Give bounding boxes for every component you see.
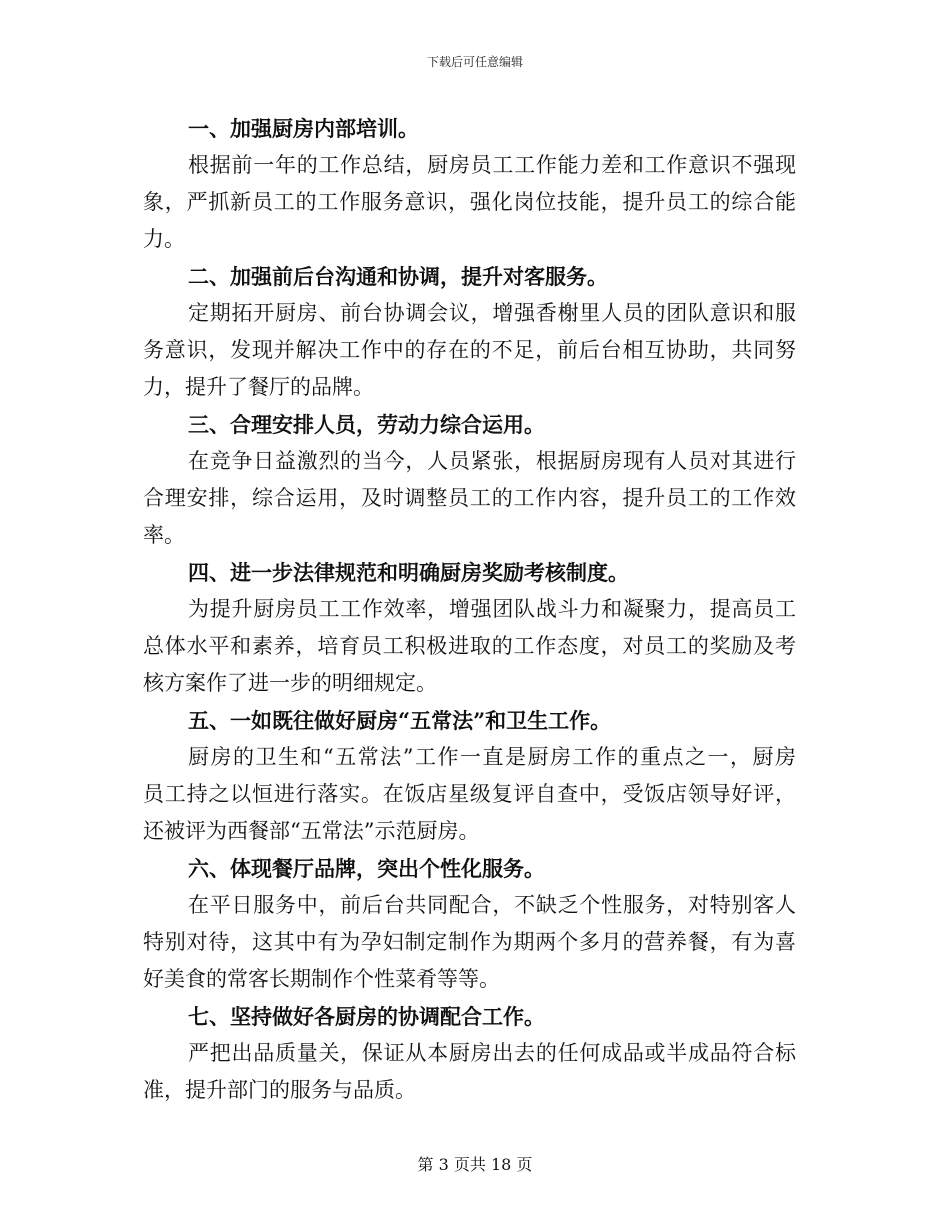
section-4 <box>143 554 796 702</box>
paragraph-line: 合理安排，综合运用，及时调整员工的工作内容，提升员工的工作效 <box>143 486 796 510</box>
paragraph-line: 还被评为西餐部“五常法”示范厨房。 <box>143 819 480 843</box>
paragraph-line: 总体水平和素养，培育员工积极进取的工作态度，对员工的奖励及考 <box>143 634 796 658</box>
section-6 <box>143 850 796 998</box>
paragraph-line: 为提升厨房员工工作效率，增强团队战斗力和凝聚力，提高员工 <box>188 597 796 621</box>
paragraph-line: 在平日服务中，前后台共同配合，不缺乏个性服务，对特别客人 <box>188 893 796 917</box>
section-1 <box>143 110 796 258</box>
paragraph-line: 好美食的常客长期制作个性菜肴等等。 <box>143 967 500 991</box>
section-3 <box>143 406 796 554</box>
paragraph-line: 在竞争日益激烈的当今，人员紧张，根据厨房现有人员对其进行 <box>188 449 796 473</box>
section-5 <box>143 702 796 850</box>
paragraph-line: 力。 <box>143 227 185 251</box>
document-body <box>143 110 796 1109</box>
paragraph-line: 准，提升部门的服务与品质。 <box>143 1078 416 1102</box>
paragraph-line: 核方案作了进一步的明细规定。 <box>143 671 437 695</box>
section-heading: 二、加强前后台沟通和协调，提升对客服务。 <box>188 264 608 289</box>
page-header-note: 下载后可任意编辑 <box>426 55 523 69</box>
paragraph-line: 员工持之以恒进行落实。在饭店星级复评自查中，受饭店领导好评， <box>143 782 796 806</box>
paragraph-line: 根据前一年的工作总结，厨房员工工作能力差和工作意识不强现 <box>188 153 796 177</box>
section-heading: 七、坚持做好各厨房的协调配合工作。 <box>188 1004 545 1029</box>
section-heading: 三、合理安排人员，劳动力综合运用。 <box>188 412 545 437</box>
paragraph-line: 力，提升了餐厅的品牌。 <box>143 375 374 399</box>
paragraph-line: 厨房的卫生和“五常法”工作一直是厨房工作的重点之一，厨房 <box>188 745 796 769</box>
section-heading: 六、体现餐厅品牌，突出个性化服务。 <box>188 856 545 881</box>
section-heading: 四、进一步法律规范和明确厨房奖励考核制度。 <box>188 560 629 585</box>
paragraph-line: 象，严抓新员工的工作服务意识，强化岗位技能，提升员工的综合能 <box>143 190 796 214</box>
paragraph-line: 定期拓开厨房、前台协调会议，增强香榭里人员的团队意识和服 <box>188 301 796 325</box>
paragraph-line: 严把出品质量关，保证从本厨房出去的任何成品或半成品符合标 <box>188 1041 796 1065</box>
section-7 <box>143 998 796 1109</box>
paragraph-line: 特别对待，这其中有为孕妇制定制作为期两个多月的营养餐，有为喜 <box>143 930 796 954</box>
page-footer: 第 3 页共 18 页 <box>417 1155 533 1174</box>
section-heading: 五、一如既往做好厨房“五常法”和卫生工作。 <box>188 708 612 733</box>
paragraph-line: 务意识，发现并解决工作中的存在的不足，前后台相互协助，共同努 <box>143 338 796 362</box>
paragraph-line: 率。 <box>143 523 185 547</box>
section-2 <box>143 258 796 406</box>
section-heading: 一、加强厨房内部培训。 <box>188 116 419 141</box>
